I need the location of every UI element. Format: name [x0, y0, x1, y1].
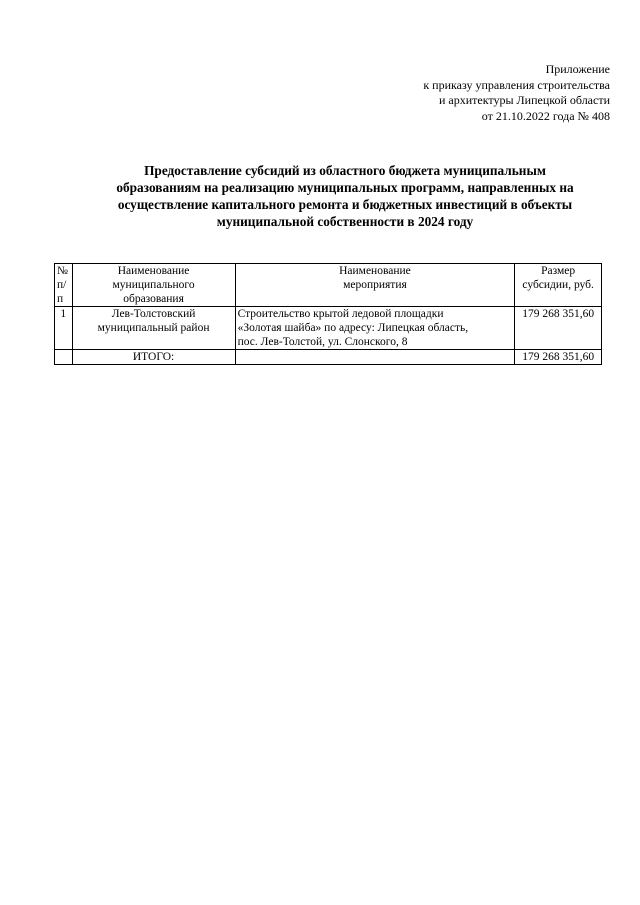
header-subsidy-amount: [515, 264, 602, 307]
row-municipality: [72, 307, 235, 350]
subsidy-table: [54, 263, 602, 365]
title-line-4: муниципальной собственности в 2024 году: [216, 214, 474, 229]
total-label: ИТОГО:: [72, 350, 235, 365]
header-number-line-1: №: [57, 265, 68, 277]
table-total-row: [55, 350, 602, 365]
row-number: 1: [55, 307, 73, 350]
header-event-line-1: Наименование: [339, 265, 411, 277]
table-row: [55, 307, 602, 350]
row-event-line-2: «Золотая шайба» по адресу: Липецкая область,: [237, 322, 469, 334]
row-event-line-3: пос. Лев-Толстой, ул. Слонского, 8: [237, 336, 408, 348]
title-line-1: Предоставление субсидий из областного бюджета муниципальным: [144, 163, 546, 178]
title-line-3: осуществление капитального ремонта и бюджетных инвестиций в объекты: [117, 197, 573, 212]
row-subsidy-amount: 179 268 351,60: [515, 307, 602, 350]
header-subsidy-line-2: субсидии, руб.: [522, 279, 594, 291]
row-event-line-1: Строительство крытой ледовой площадки: [237, 308, 444, 320]
total-event-empty: [235, 350, 515, 365]
header-municipality: [72, 264, 235, 307]
title-line-2: образованиям на реализацию муниципальных программ, направленных на: [116, 180, 574, 195]
row-municipality-line-1: Лев-Толстовский: [111, 308, 196, 320]
header-number-line-2: п/п: [57, 279, 67, 305]
header-event-line-2: мероприятия: [343, 279, 407, 291]
appendix-line-4: от 21.10.2022 года № 408: [481, 108, 610, 123]
appendix-block: [310, 62, 610, 124]
total-number-empty: [55, 350, 73, 365]
header-event: [235, 264, 515, 307]
appendix-line-3: и архитектуры Липецкой области: [438, 93, 610, 107]
document-title: [60, 162, 630, 230]
header-subsidy-line-1: Размер: [541, 265, 576, 277]
appendix-line-2: к приказу управления строительства: [423, 77, 610, 92]
table-header-row: [55, 264, 602, 307]
row-event: [235, 307, 515, 350]
appendix-line-1: Приложение: [545, 62, 610, 76]
header-municipality-line-3: образования: [123, 293, 184, 305]
header-number: [55, 264, 73, 307]
row-municipality-line-2: муниципальный район: [97, 322, 210, 334]
header-municipality-line-1: Наименование: [117, 265, 190, 277]
header-municipality-line-2: муниципального: [112, 279, 195, 291]
total-subsidy-amount: 179 268 351,60: [515, 350, 602, 365]
